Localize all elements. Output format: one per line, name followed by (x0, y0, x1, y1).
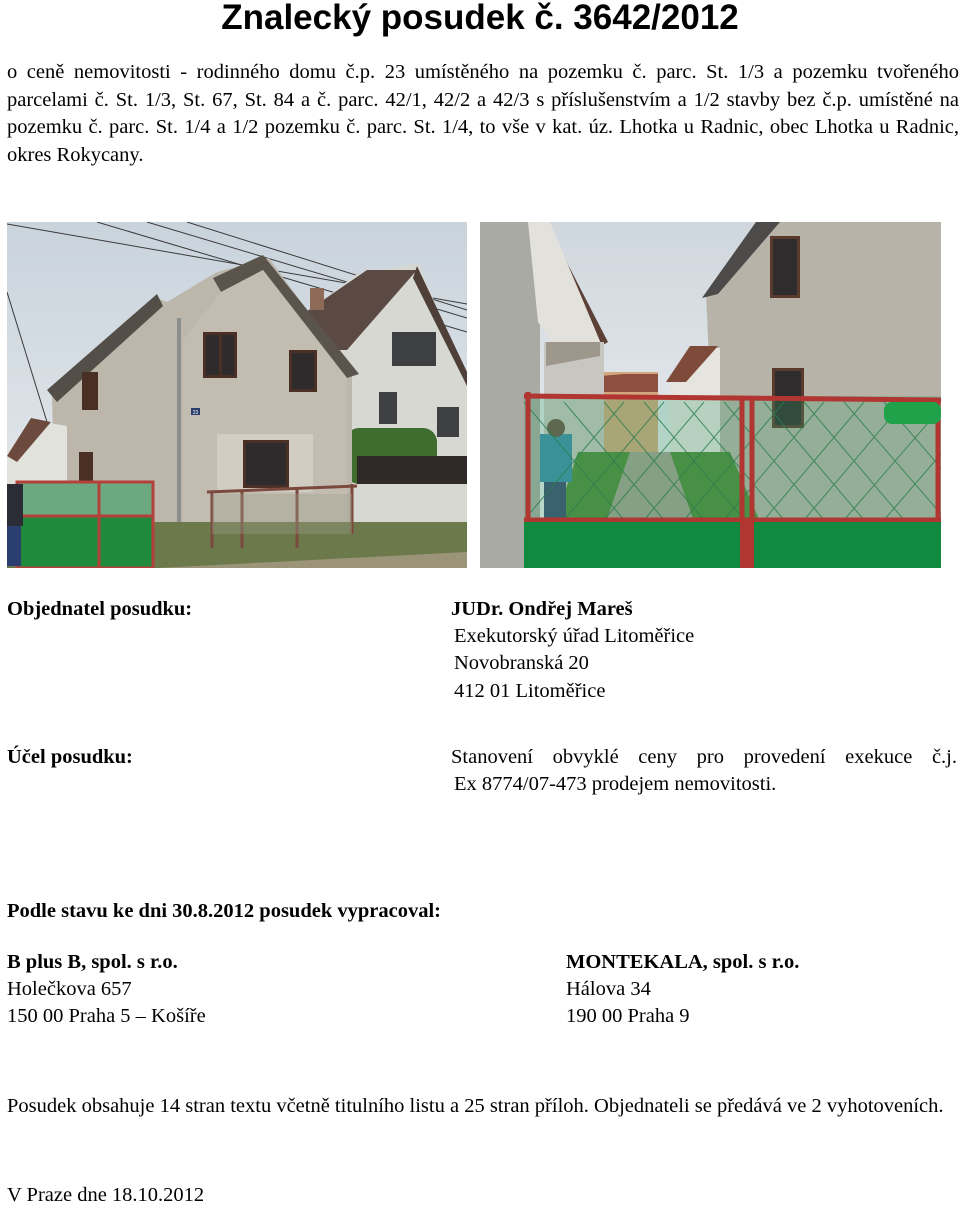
document-title: Znalecký posudek č. 3642/2012 (221, 0, 739, 37)
client-office: Exekutorský úřad Litoměřice (454, 625, 695, 647)
firm-2-name: MONTEKALA, spol. s r.o. (566, 951, 800, 973)
client-label: Objednatel posudku: (7, 598, 193, 620)
purpose-line-2: Ex 8774/07-473 prodejem nemovitosti. (454, 773, 777, 795)
house-front-photo (7, 222, 467, 568)
house-number-plate: 23 (192, 410, 199, 416)
client-street: Novobranská 20 (454, 652, 589, 674)
courtyard-gate-photo (480, 222, 941, 568)
purpose-line-1: Stanovení obvyklé ceny pro provedení exekuce č.j. (451, 746, 957, 768)
firm-1-name: B plus B, spol. s r.o. (7, 951, 178, 973)
contents-note: Posudek obsahuje 14 stran textu včetně titulního listu a 25 stran příloh. Objednateli se předává ve 2 vyhotoveních. (7, 1095, 944, 1117)
property-description: o ceně nemovitosti - rodinného domu č.p. 23 umístěného na pozemku č. parc. St. 1/3 a pozemku tvořeného parcelami č. St. 1/3, St. 67, St. 84 a č. parc. 42/1, 42/2 a 42/3 s příslušenstvím a 1/2 stavby bez č.p. umístěné na pozemku č. parc. St. 1/4 a 1/2 pozemku č. parc. St. 1/4, to vše v kat. úz. Lhotka u Radnic, obec Lhotka u Radnic, okres Rokycany. (7, 61, 959, 166)
place-and-date: V Praze dne 18.10.2012 (7, 1184, 205, 1206)
firm-1-city: 150 00 Praha 5 – Košíře (7, 1005, 206, 1027)
client-city: 412 01 Litoměřice (454, 680, 606, 702)
firm-2-street: Hálova 34 (566, 978, 651, 1000)
firm-1-street: Holečkova 657 (7, 978, 132, 1000)
prepared-heading: Podle stavu ke dni 30.8.2012 posudek vypracoval: (7, 900, 441, 922)
firm-2-city: 190 00 Praha 9 (566, 1005, 690, 1027)
purpose-label: Účel posudku: (7, 746, 133, 768)
client-name: JUDr. Ondřej Mareš (451, 598, 633, 620)
